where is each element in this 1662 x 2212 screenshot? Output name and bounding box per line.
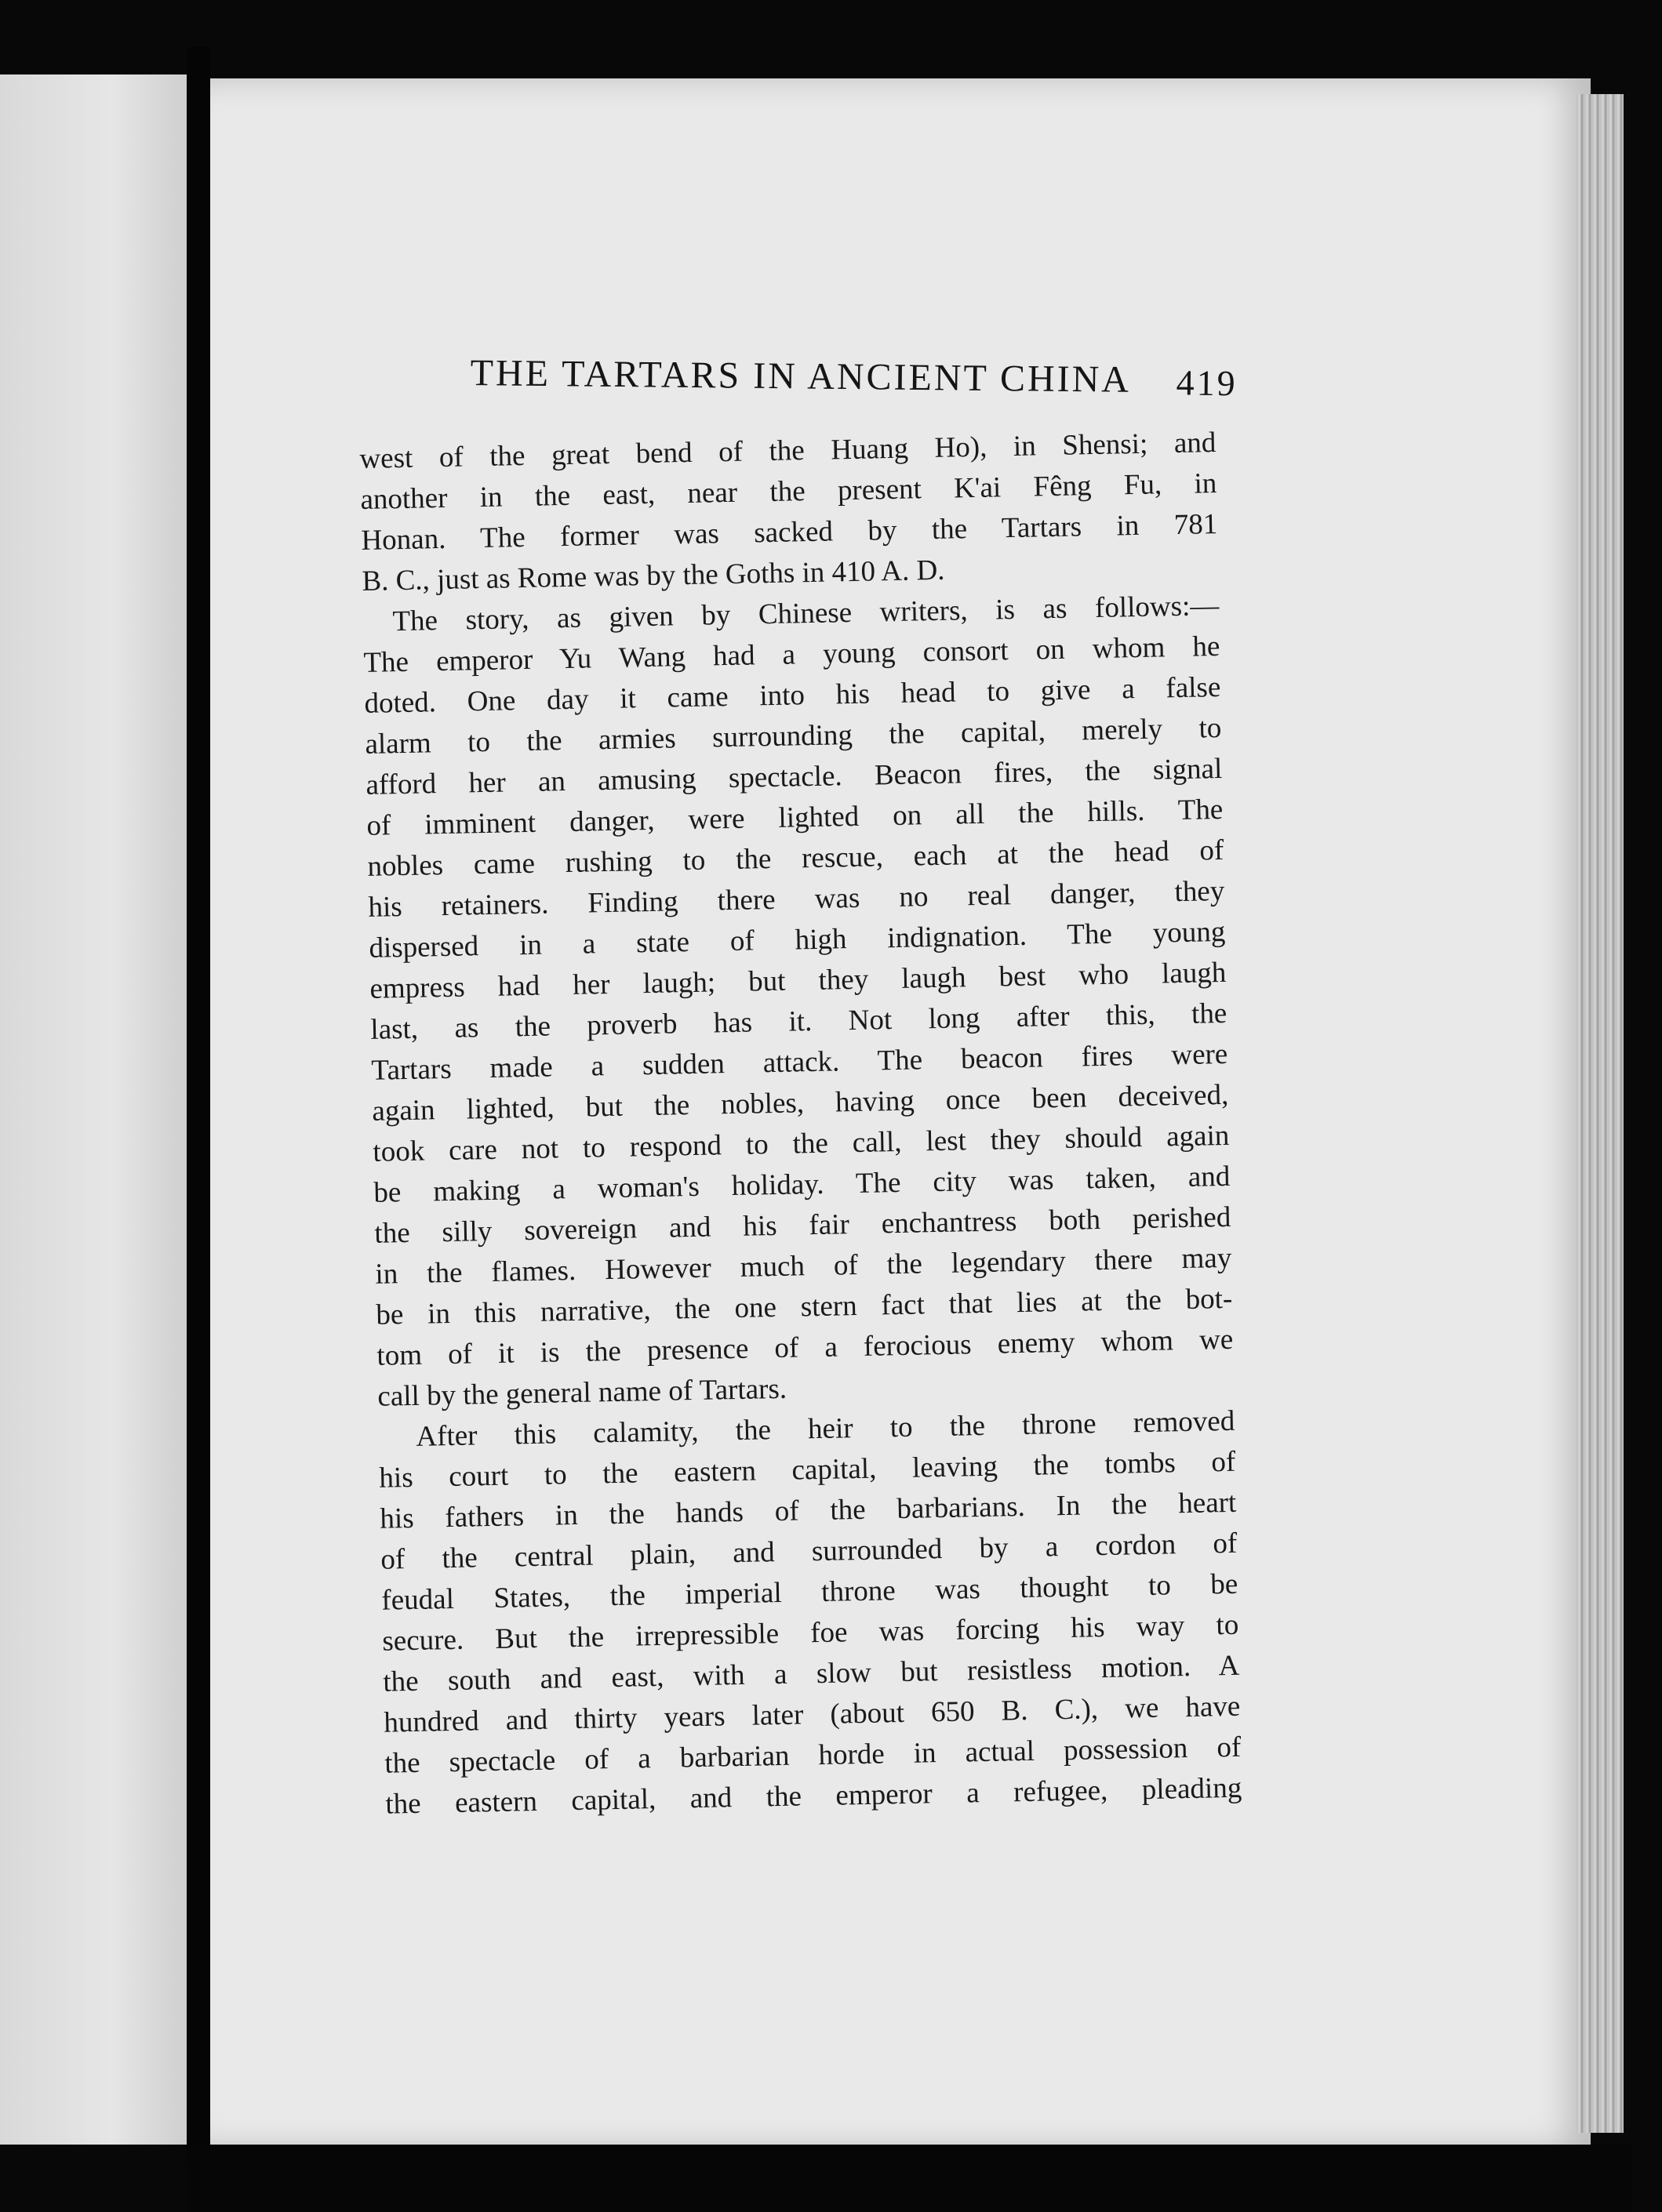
text-line: nobles came rushing to the rescue, each at the head of xyxy=(367,834,1224,883)
text-line: doted. One day it came into his head to give a false xyxy=(364,670,1221,720)
text-line: his fathers in the hands of the barbarians. In the heart xyxy=(380,1486,1237,1535)
text-line: of the central plain, and surrounded by a cordon of xyxy=(380,1527,1238,1576)
text-line: empress had her laugh; but they laugh best who laugh xyxy=(369,956,1227,1005)
text-line: tom of it is the presence of a ferocious enemy whom we xyxy=(376,1323,1234,1372)
text-line: the spectacle of a barbarian horde in actual possession of xyxy=(384,1731,1242,1780)
text-line: secure. But the irrepressible foe was forcing his way to xyxy=(382,1608,1239,1658)
text-line: dispersed in a state of high indignation. The young xyxy=(369,915,1226,964)
running-head-title: THE TARTARS IN ANCIENT CHINA xyxy=(470,351,1132,401)
body-text xyxy=(359,423,1242,1825)
text-line: The emperor Yu Wang had a young consort on whom he xyxy=(363,630,1220,679)
text-line: Honan. The former was sacked by the Tartars in 781 xyxy=(361,508,1218,557)
text-line: the south and east, with a slow but resistless motion. A xyxy=(383,1649,1240,1698)
text-line: After this calamity, the heir to the throne removed xyxy=(416,1404,1235,1453)
text-line: his retainers. Finding there was no real danger, they xyxy=(368,874,1225,924)
text-line: hundred and thirty years later (about 650 B. C.), we have xyxy=(384,1690,1241,1739)
text-line: be making a woman's holiday. The city was taken, and xyxy=(373,1160,1231,1209)
text-line: in the flames. However much of the legendary there may xyxy=(375,1241,1232,1291)
bottom-shadow xyxy=(188,2145,1631,2212)
text-line: call by the general name of Tartars. xyxy=(377,1372,787,1413)
text-line: again lighted, but the nobles, having once been deceived, xyxy=(372,1078,1229,1128)
book-gutter xyxy=(187,47,210,2164)
text-line: alarm to the armies surrounding the capital, merely to xyxy=(365,711,1222,761)
page-edges xyxy=(1577,94,1624,2133)
text-line: west of the great bend of the Huang Ho), in Shensi; and xyxy=(359,427,1216,475)
text-line: another in the east, near the present K'ai Fêng Fu, in xyxy=(360,467,1217,516)
text-line: last, as the proverb has it. Not long after this, the xyxy=(370,997,1227,1046)
page-number: 419 xyxy=(1176,362,1238,404)
text-line: be in this narrative, the one stern fact that lies at the bot- xyxy=(376,1282,1233,1331)
text-line: afford her an amusing spectacle. Beacon fires, the signal xyxy=(365,752,1223,801)
text-line: B. C., just as Rome was by the Goths in 410 A. D. xyxy=(362,554,945,597)
text-line: feudal States, the imperial throne was thought to be xyxy=(381,1567,1238,1617)
text-line: took care not to respond to the call, lest they should again xyxy=(373,1119,1230,1168)
running-head xyxy=(470,351,1255,402)
facing-page xyxy=(0,74,187,2145)
text-line: The story, as given by Chinese writers, is as follows:— xyxy=(392,589,1220,638)
text-line: Tartars made a sudden attack. The beacon fires were xyxy=(371,1037,1228,1087)
text-line: the silly sovereign and his fair enchantress both perished xyxy=(374,1200,1231,1250)
text-line: of imminent danger, were lighted on all the hills. The xyxy=(366,793,1224,842)
text-line: the eastern capital, and the emperor a refugee, pleading xyxy=(385,1771,1242,1821)
text-line: his court to the eastern capital, leaving the tombs of xyxy=(379,1445,1236,1495)
